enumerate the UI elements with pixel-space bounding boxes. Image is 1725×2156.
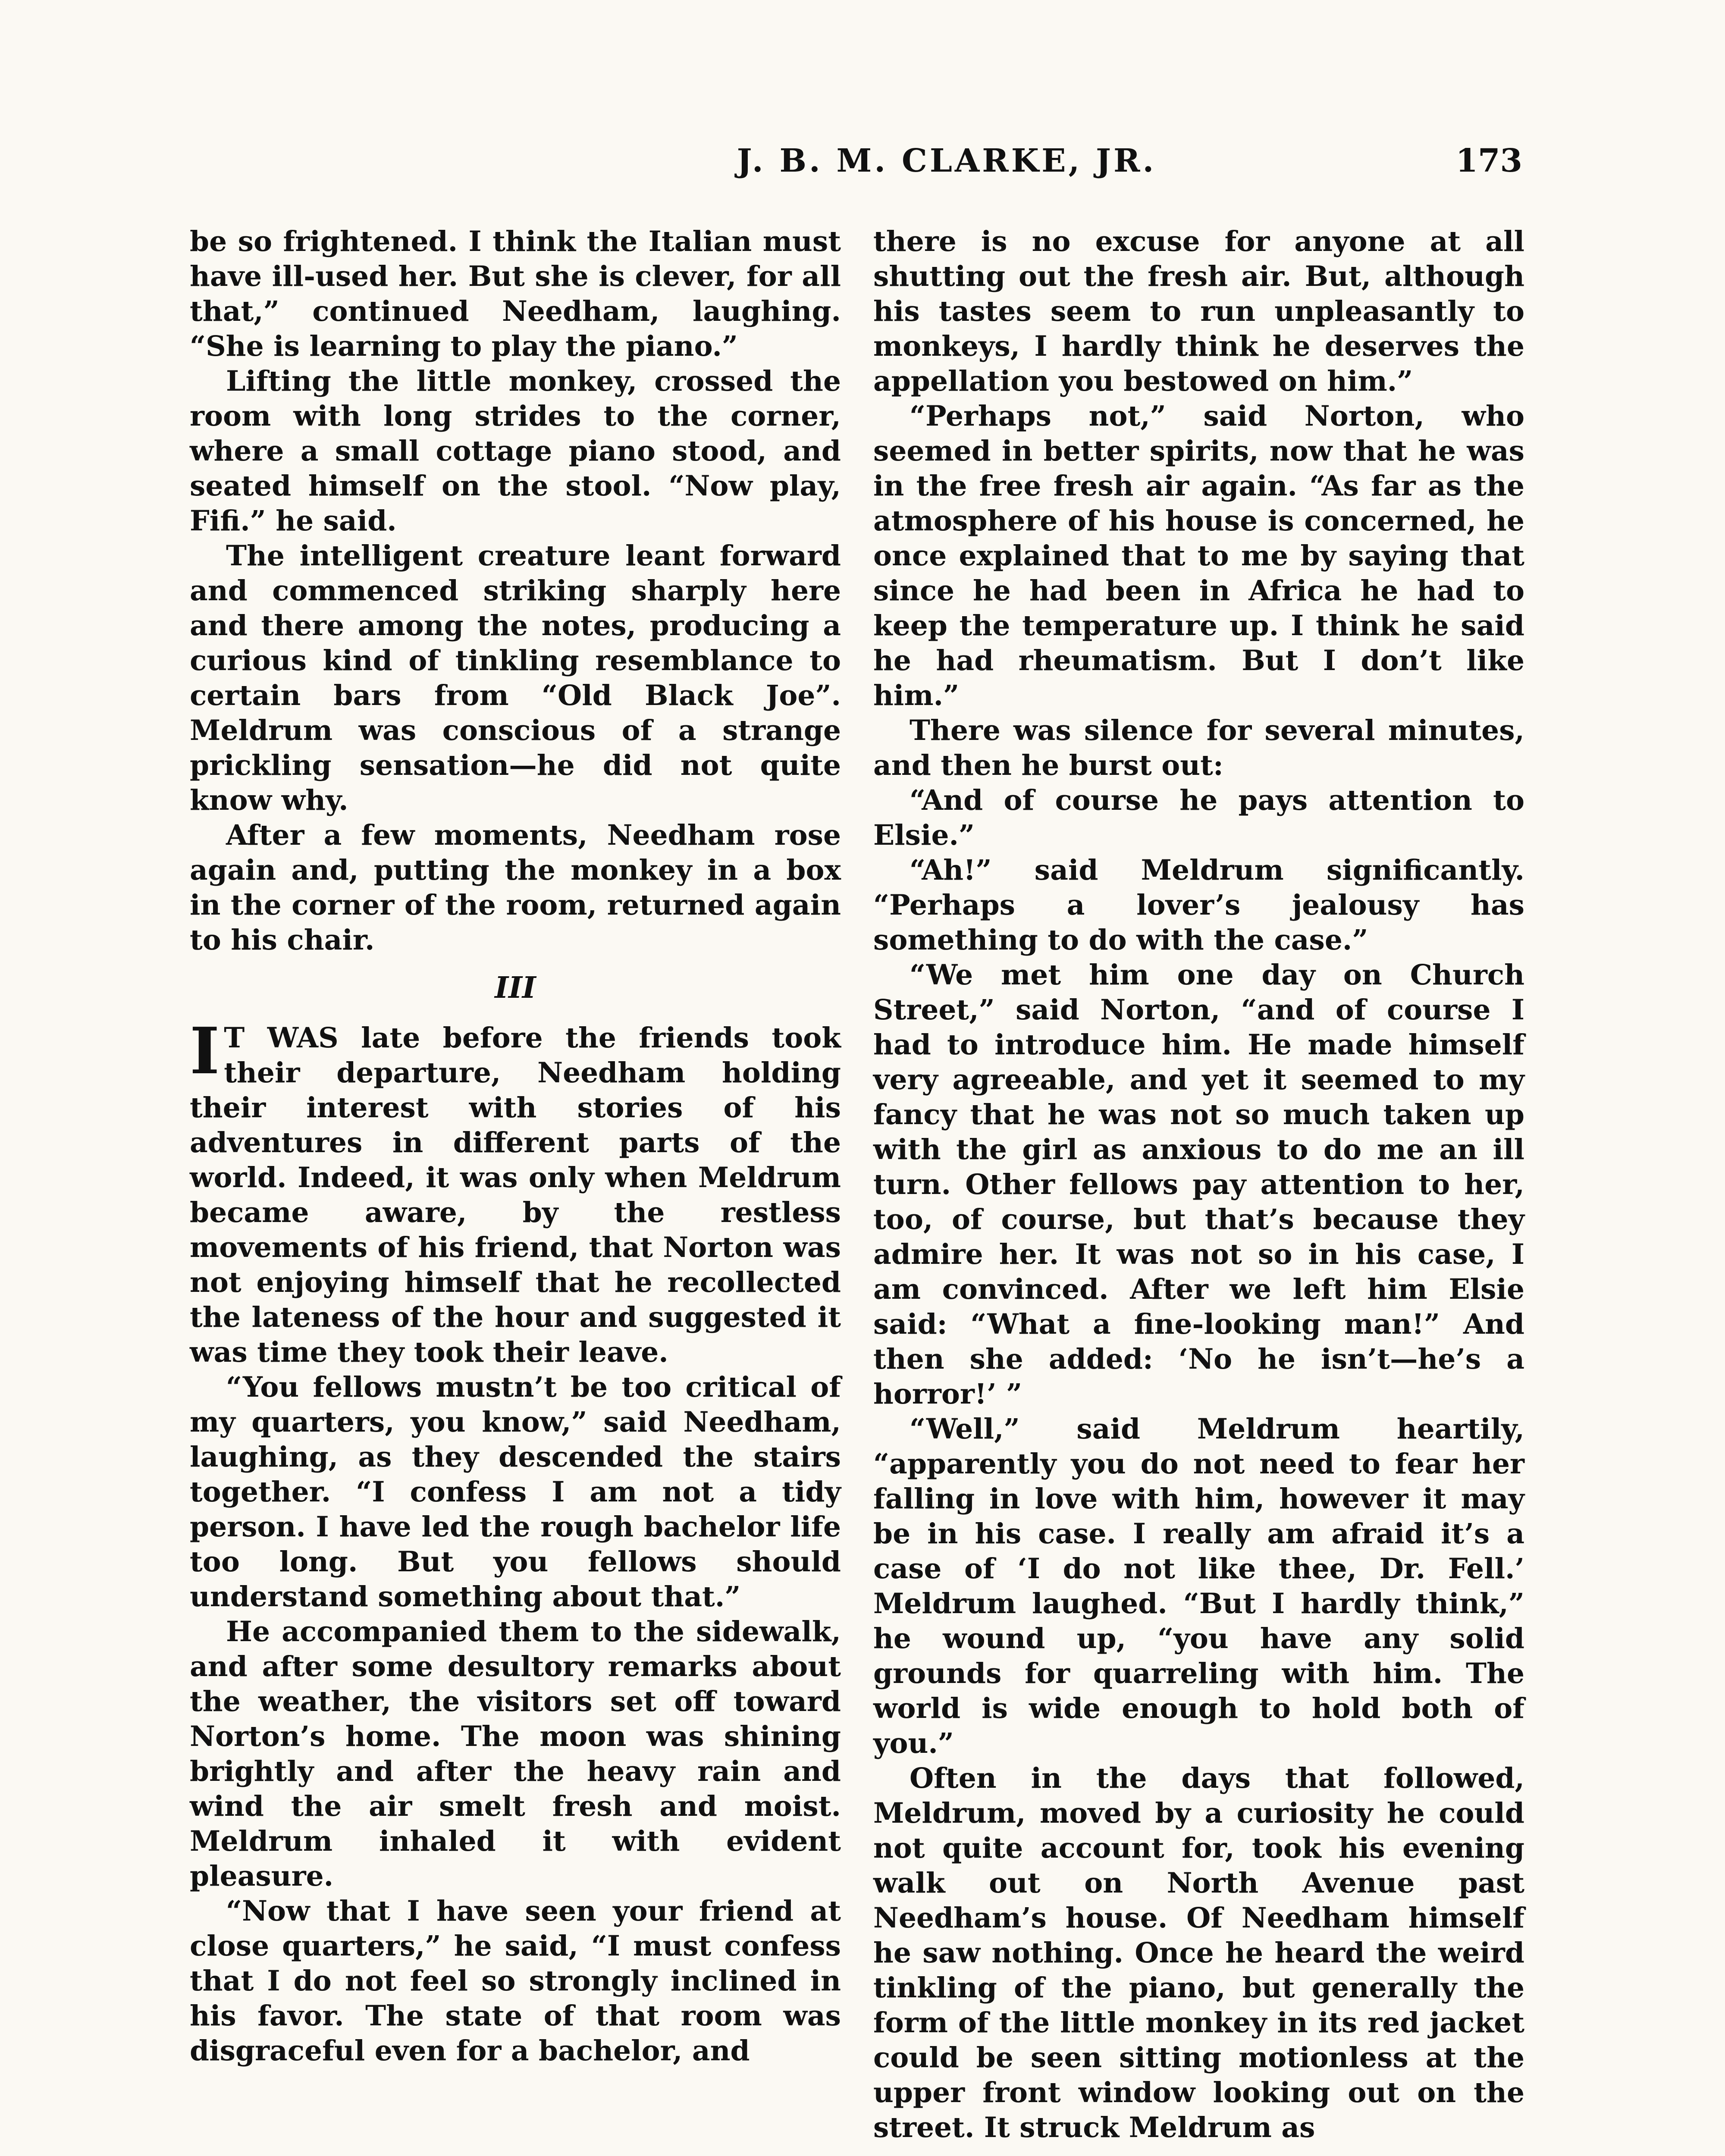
paragraph: be so frightened. I think the Italian must have ill-used her. But she is clever, for all that,” continued Needham, laughing. “She is learning to play the piano.” (190, 225, 841, 363)
paragraph: There was silence for several minutes, and then he burst out: (873, 714, 1524, 782)
paragraph: “We met him one day on Church Street,” said Norton, “and of course I had to introduce him. He made himself very agreeable, and yet it seemed to my fancy that he was not so much taken up with the girl as anxious to do me an ill turn. Other fellows pay attention to her, too, of course, but that’s because they admire her. It was not so in his case, I am convinced. After we left him Elsie said: “What a fine-looking man!” And then she added: ‘No he isn’t—he’s a horror!’ ” (873, 959, 1524, 1410)
paragraph: “Ah!” said Meldrum significantly. “Perhaps a lover’s jealousy has something to do with the case.” (873, 854, 1524, 956)
page-number: 173 (1455, 142, 1522, 179)
left-column (190, 224, 841, 2068)
page-header (190, 142, 1522, 190)
paragraph: “Well,” said Meldrum heartily, “apparently you do not need to fear her falling in love with him, however it may be in his case. I really am afraid it’s a case of ‘I do not like thee, Dr. Fell.’ Meldrum laughed. “But I hardly think,” he wound up, “you have any solid grounds for quarreling with him. The world is wide enough to hold both of you.” (873, 1413, 1524, 1760)
paragraph: “Perhaps not,” said Norton, who seemed in better spirits, now that he was in the free fresh air again. “As far as the atmosphere of his house is concerned, he once explained that to me by saying that since he had been in Africa he had to keep the temperature up. I think he said he had rheumatism. But I don’t like him.” (873, 400, 1524, 712)
paragraph: “And of course he pays attention to Elsie.” (873, 784, 1524, 852)
running-head: J. B. M. CLARKE, JR. (737, 142, 1157, 179)
right-column (873, 224, 1524, 2145)
paragraph: After a few moments, Needham rose again and, putting the monkey in a box in the corner of the room, returned again to his chair. (190, 819, 841, 956)
paragraph: He accompanied them to the sidewalk, and after some desultory remarks about the weather, the visitors set off toward Norton’s home. The moon was shining brightly and after the heavy rain and wind the air smelt fresh and moist. Meldrum inhaled it with evident pleasure. (190, 1615, 841, 1893)
paragraph: “Now that I have seen your friend at close quarters,” he said, “I must confess that I do not feel so strongly inclined in his favor. The state of that room was disgraceful even for a bachelor, and (190, 1895, 841, 2067)
drop-cap: I (190, 1013, 220, 1088)
paragraph: Often in the days that followed, Meldrum, moved by a curiosity he could not quite account for, took his evening walk out on North Avenue past Needham’s house. Of Needham himself he saw nothing. Once he heard the weird tinkling of the piano, but generally the form of the little monkey in its red jacket could be seen sitting motionless at the upper front window looking out on the street. It struck Meldrum as (873, 1762, 1524, 2144)
paragraph-text: T WAS late before the friends took their departure, Needham holding their interest with stories of his adventures in different parts of the world. Indeed, it was only when Meldrum became aware, by the restless movements of his friend, that Norton was not enjoying himself that he recollected the lateness of the hour and suggested it was time they took their leave. (190, 1022, 841, 1369)
paragraph: there is no excuse for anyone at all shutting out the fresh air. But, although his tastes seem to run unpleasantly to monkeys, I hardly think he deserves the appellation you bestowed on him.” (873, 225, 1524, 398)
paragraph: The intelligent creature leant forward and commenced striking sharply here and there among the notes, producing a curious kind of tinkling resemblance to certain bars from “Old Black Joe”. Meldrum was conscious of a strange prickling sensation—he did not quite know why. (190, 539, 841, 817)
paragraph: “You fellows mustn’t be too critical of my quarters, you know,” said Needham, laughing, as they descended the stairs together. “I confess I am not a tidy person. I have led the rough bachelor life too long. But you fellows should understand something about that.” (190, 1371, 841, 1613)
paragraph-with-dropcap (190, 1013, 841, 1370)
section-heading: III (495, 971, 536, 1005)
paragraph: Lifting the little monkey, crossed the room with long strides to the corner, where a small cottage piano stood, and seated himself on the stool. “Now play, Fifi.” he said. (190, 365, 841, 537)
